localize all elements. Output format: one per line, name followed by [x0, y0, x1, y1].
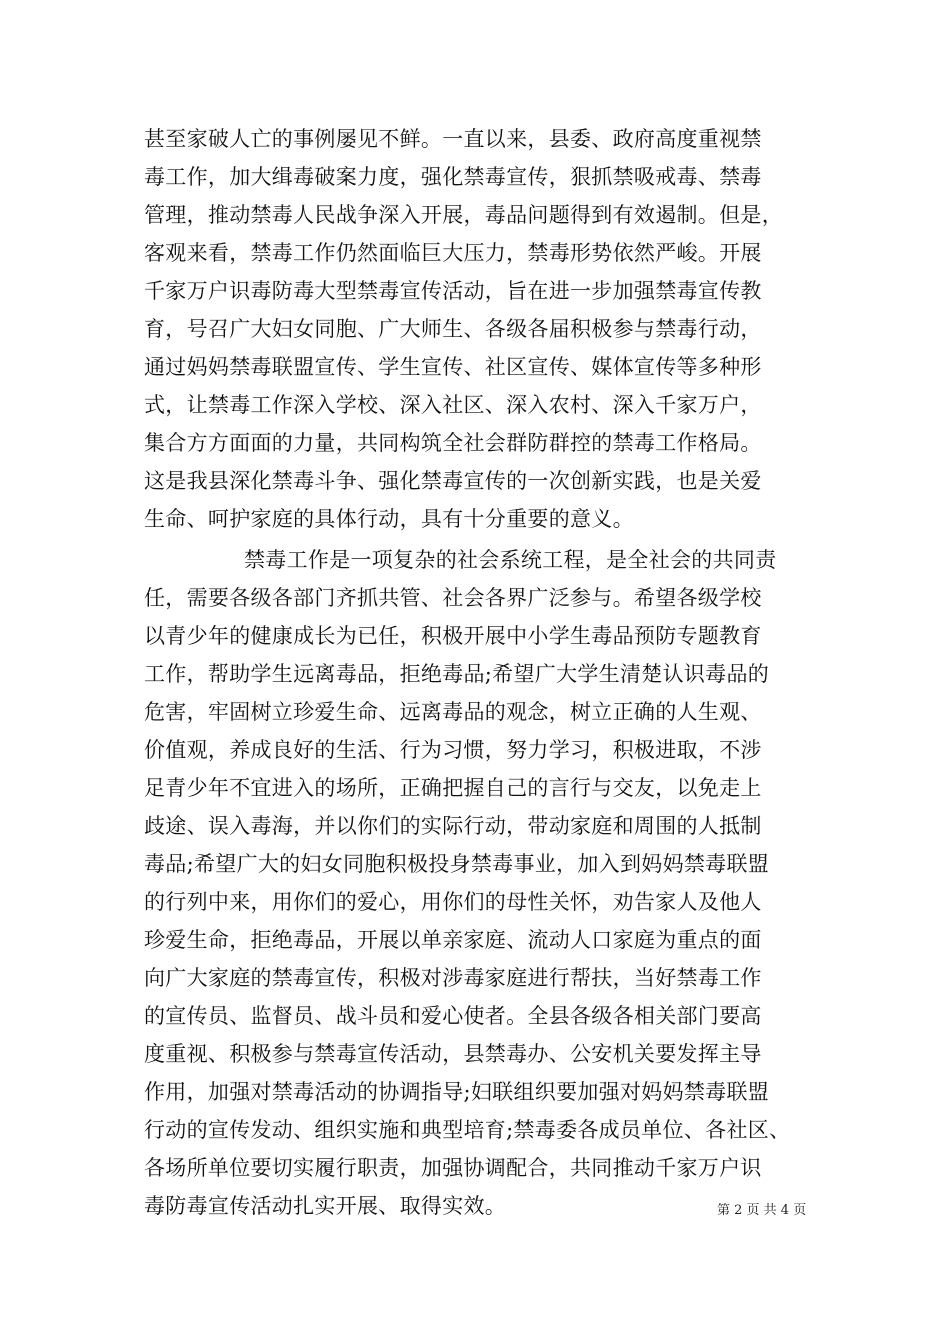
- text-line: 甚至家破人亡的事例屡见不鲜。一直以来，县委、政府高度重视禁: [144, 127, 762, 151]
- text-line: 工作，帮助学生远离毒品，拒绝毒品;希望广大学生清楚认识毒品的: [144, 662, 770, 686]
- text-line: 毒品;希望广大的妇女同胞积极投身禁毒事业，加入到妈妈禁毒联盟: [144, 852, 770, 876]
- text-line: 以青少年的健康成长为已任，积极开展中小学生毒品预防专题教育: [144, 624, 762, 648]
- text-line: 集合方方面面的力量，共同构筑全社会群防群控的禁毒工作格局。: [144, 431, 762, 455]
- text-line: 度重视、积极参与禁毒宣传活动，县禁毒办、公安机关要发挥主导: [144, 1042, 762, 1066]
- text-line: 管理，推动禁毒人民战争深入开展，毒品问题得到有效遏制。但是，: [144, 203, 783, 227]
- text-line: 生命、呵护家庭的具体行动，具有十分重要的意义。: [144, 507, 634, 531]
- text-line: 毒工作，加大缉毒破案力度，强化禁毒宣传，狠抓禁吸戒毒、禁毒: [144, 165, 762, 189]
- text-line: 任，需要各级各部门齐抓共管、社会各界广泛参与。希望各级学校: [144, 586, 762, 610]
- text-line: 各场所单位要切实履行职责，加强协调配合，共同推动千家万户识: [144, 1156, 762, 1180]
- text-line: 通过妈妈禁毒联盟宣传、学生宣传、社区宣传、媒体宣传等多种形: [144, 355, 762, 379]
- text-line: 客观来看，禁毒工作仍然面临巨大压力，禁毒形势依然严峻。开展: [144, 241, 762, 265]
- text-line: 珍爱生命，拒绝毒品，开展以单亲家庭、流动人口家庭为重点的面: [144, 928, 762, 952]
- text-line: 危害，牢固树立珍爱生命、远离毒品的观念，树立正确的人生观、: [144, 700, 762, 724]
- text-line: 式，让禁毒工作深入学校、深入社区、深入农村、深入千家万户，: [144, 393, 762, 417]
- page-number-footer: 第 2 页 共 4 页: [717, 1203, 807, 1218]
- text-line: 歧途、误入毒海，并以你们的实际行动，带动家庭和周围的人抵制: [144, 814, 762, 838]
- text-line: 价值观，养成良好的生活、行为习惯，努力学习，积极进取，不涉: [144, 738, 762, 762]
- text-line: 千家万户识毒防毒大型禁毒宣传活动，旨在进一步加强禁毒宣传教: [144, 279, 762, 303]
- text-line: 的宣传员、监督员、战斗员和爱心使者。全县各级各相关部门要高: [144, 1004, 762, 1028]
- text-line: 的行列中来，用你们的爱心，用你们的母性关怀，劝告家人及他人: [144, 890, 762, 914]
- paragraph-start-line: 禁毒工作是一项复杂的社会系统工程，是全社会的共同责: [244, 548, 777, 572]
- text-line: 足青少年不宜进入的场所，正确把握自己的言行与交友，以免走上: [144, 776, 762, 800]
- text-line: 作用，加强对禁毒活动的协调指导;妇联组织要加强对妈妈禁毒联盟: [144, 1080, 770, 1104]
- text-line: 这是我县深化禁毒斗争、强化禁毒宣传的一次创新实践，也是关爱: [144, 469, 762, 493]
- text-line: 育，号召广大妇女同胞、广大师生、各级各届积极参与禁毒行动，: [144, 317, 762, 341]
- text-line: 毒防毒宣传活动扎实开展、取得实效。: [144, 1194, 507, 1218]
- body-text: [144, 120, 808, 1225]
- text-line: 向广大家庭的禁毒宣传，积极对涉毒家庭进行帮扶，当好禁毒工作: [144, 966, 762, 990]
- text-line: 行动的宣传发动、组织实施和典型培育;禁毒委各成员单位、各社区、: [144, 1118, 791, 1142]
